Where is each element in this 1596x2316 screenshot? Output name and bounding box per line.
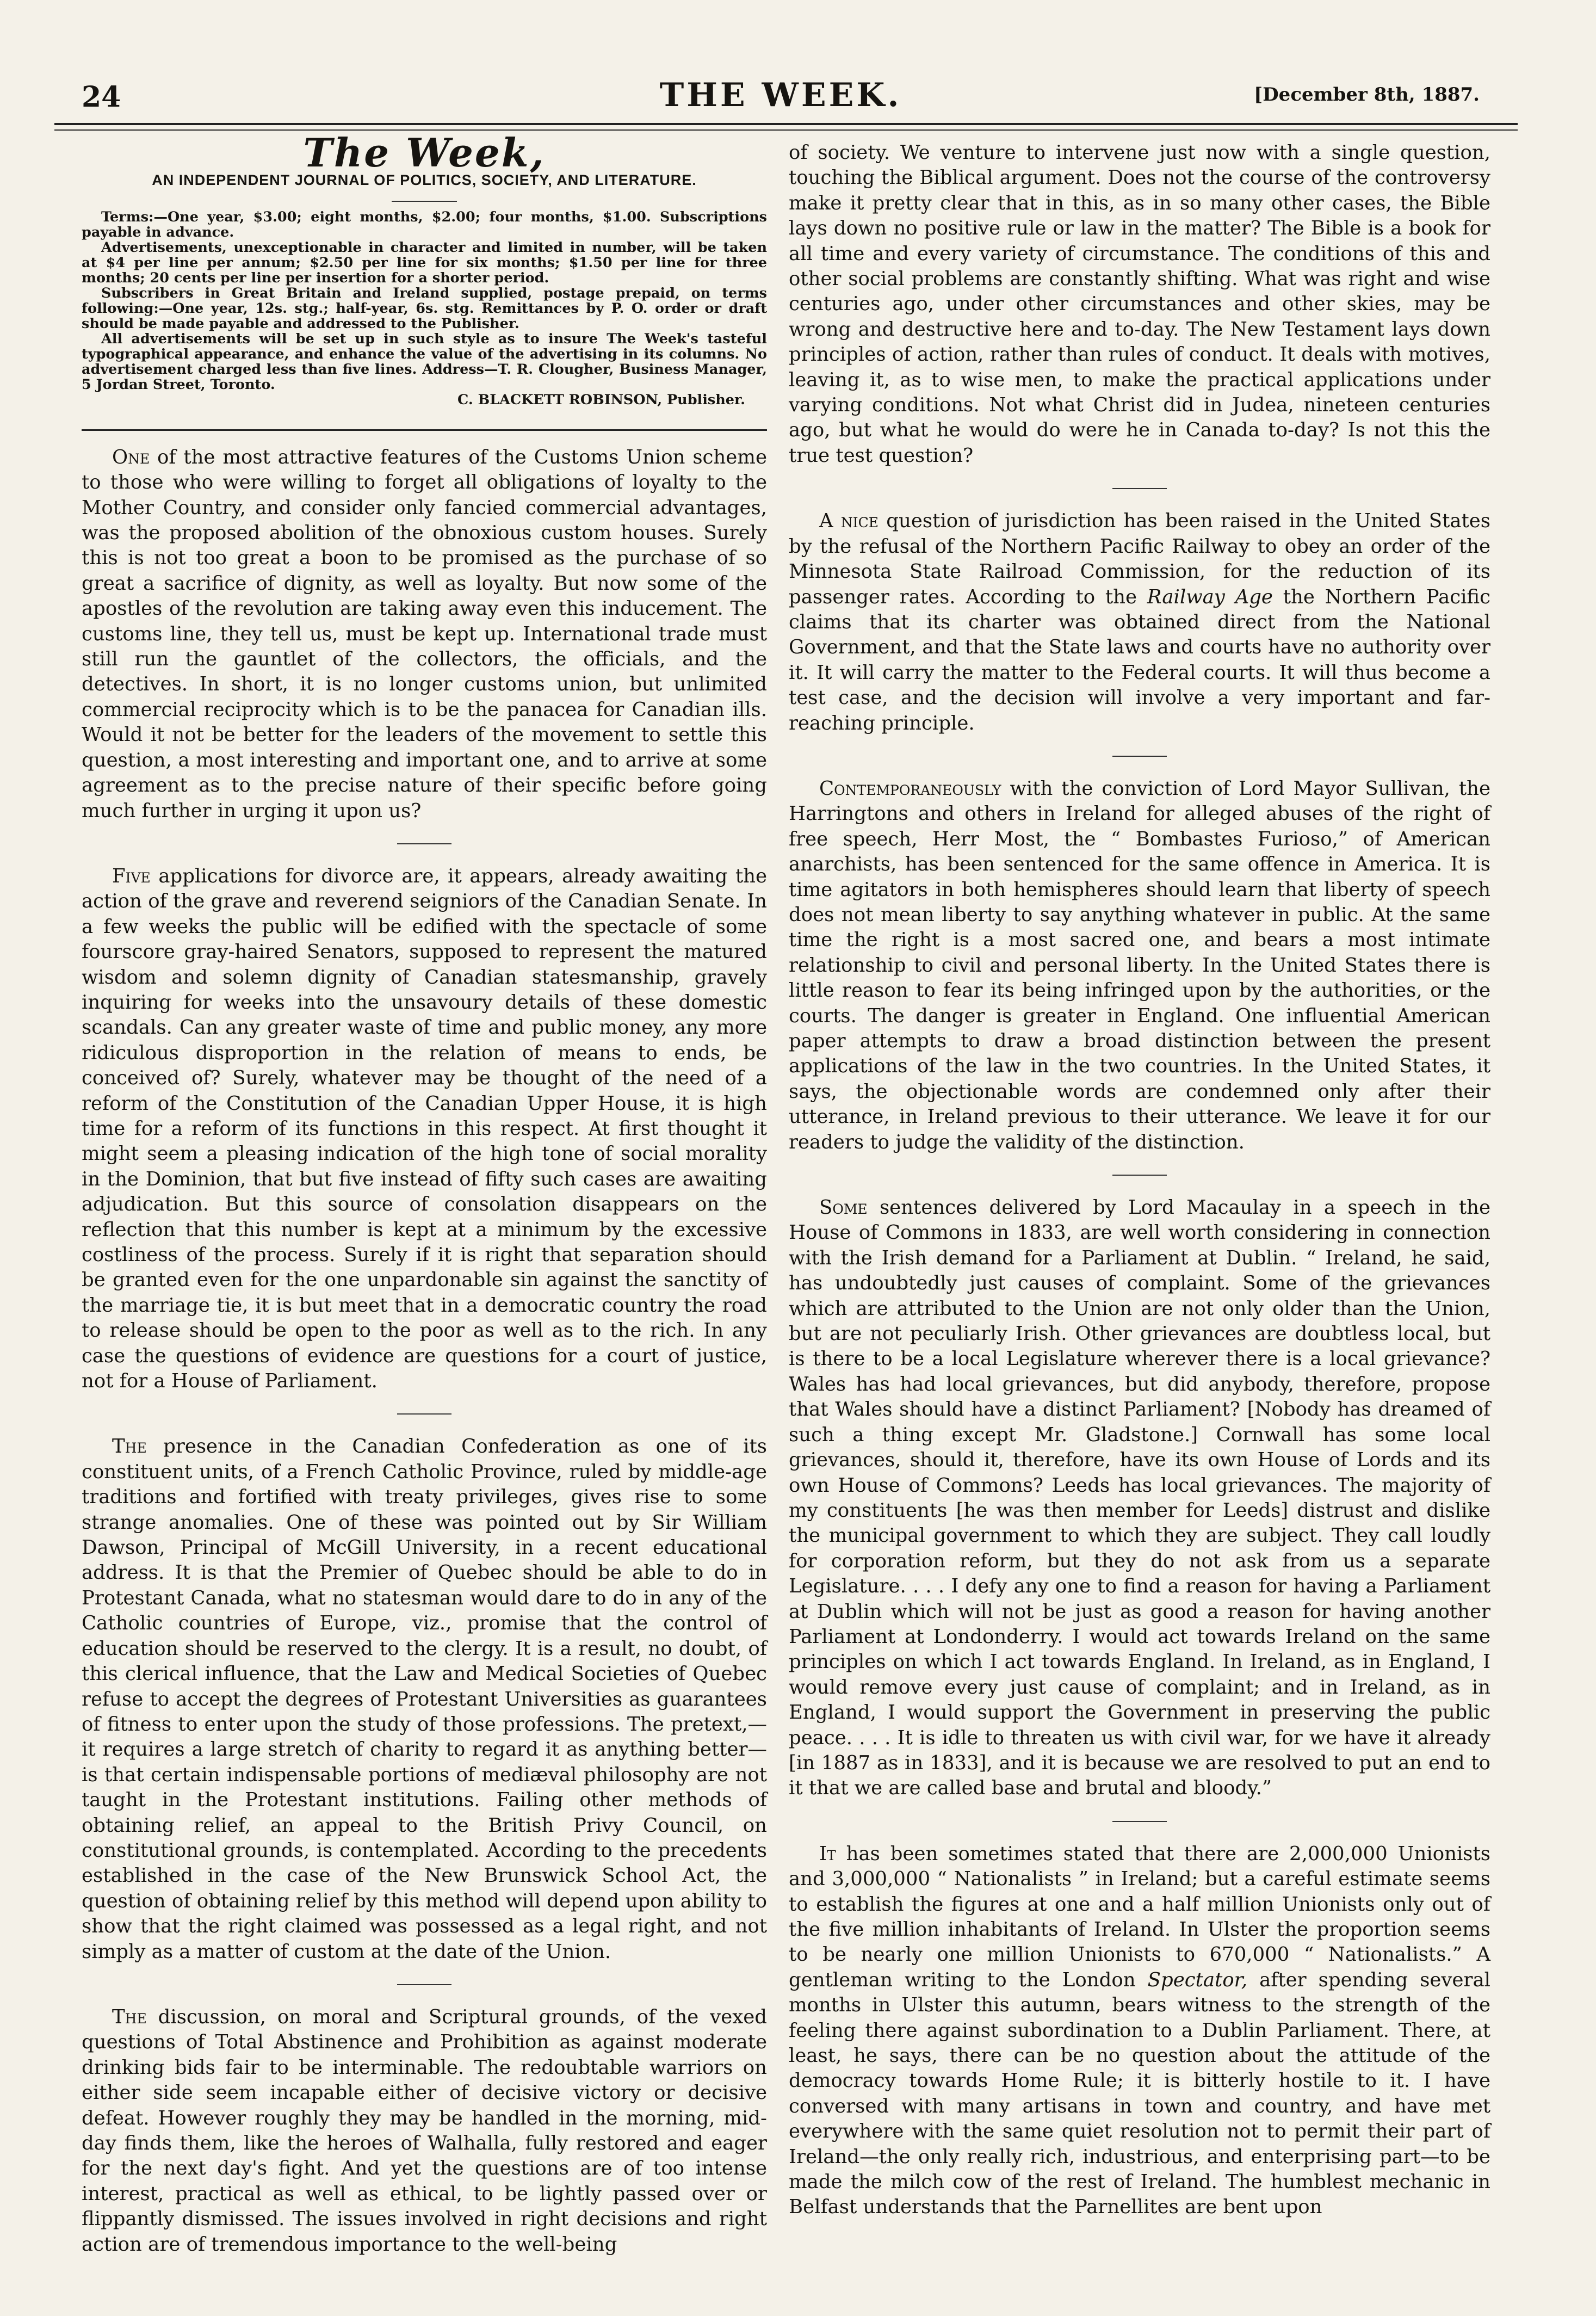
article-divorce: [82, 864, 767, 1394]
journal-title: THE WEEK.: [659, 76, 902, 114]
article-unionists: [789, 1842, 1490, 2220]
article-lead: A nice: [819, 510, 879, 533]
masthead-bottom-rule: [82, 429, 767, 431]
article-text: with the conviction of Lord Mayor Sullivan, the Harringtons and others in Ireland for alleged abuses of the right of free speech, Herr Most, the “ Bombastes Furioso,” of American anarchists, has been sentenced for the same offence in America. It is time agitators in both hemispheres should learn that liberty of speech does not mean liberty to say anything whatever in public. At the same time the right is a most sacred one, and bears a most intimate relationship to civil and personal liberty. In the United States there is little reason to fear its being infringed upon by the authorities, or the courts. The danger is greater in England. One influential American paper attempts to draw a broad distinction between the present applications of the law in the two countries. In the United States, it says, the objectionable words are condemned only after their utterance, in Ireland previous to their utterance. We leave it for our readers to judge the validity of the distinction.: [789, 777, 1490, 1153]
header-rule-thin: [54, 129, 1518, 131]
masthead-divider: [392, 201, 457, 202]
article-text: after spending several months in Ulster this autumn, bears witness to the strength of the feeling there against subordination to a Dublin Parliament. There, at least, he says, there can be no question about the attitude of the democracy towards Home Rule; it is bitterly hostile to it. I have conversed with many artisans in town and country, and have met everywhere with the same quiet resolution not to permit their part of Ireland—the only really rich, industrious, and enterprising part—to be made the milch cow of the rest of Ireland. The humblest mechanic in Belfast understands that the Parnellites are bent upon: [789, 1968, 1490, 2219]
masthead-title: The Week,: [303, 129, 546, 176]
article-text: applications for divorce are, it appears, already awaiting the action of the grave and reverend seigniors of the Canadian Senate. In a few weeks the public will be edified with the spectacle of some fourscore gray-haired Senators, supposed to represent the matured wisdom and solemn dignity of Canadian statesmanship, gravely inquiring for weeks into the unsavoury details of these domestic scandals. Can any greater waste of time and public money, any more ridiculous disproportion in the relation of means to ends, be conceived of? Surely, whatever may be thought of the need of a reform of the Constitution of the Canadian Upper House, it is high time for a reform of its functions in this respect. At first thought it might seem a pleasing indication of the high tone of social morality in the Dominion, that but five instead of fifty such cases are awaiting adjudication. But this source of consolation disappears on the reflection that this number is kept at a minimum by the excessive costliness of the process. Surely if it is right that separation should be granted even for the one unpardonable sin against the sanctity of the marriage tie, it is but meet that in a democratic country the road to release should be open to the poor as well as to the rich. In any case the questions of evidence are questions for a court of justice, not for a House of Parliament.: [82, 864, 767, 1393]
article-free-speech: [789, 776, 1490, 1155]
running-header: [82, 76, 1480, 120]
article-separator: [1112, 1821, 1167, 1822]
terms-text: Terms:—One year, $3.00; eight months, $2.00; four months, $1.00. Subscriptions payable in advance.: [82, 208, 767, 240]
article-separator: [397, 843, 451, 844]
article-text: sentences delivered by Lord Macaulay in a speech in the House of Commons in 1833, are well worth considering in connection with the Irish demand for a Parliament at Dublin. “ Ireland, he said, has undoubtedly just causes of complaint. Some of the grievances which are attributed to the Union are not only older than the Union, but are not peculiarly Irish. Other grievances are doubtless local, but is there to be a local Legislature wherever there is a local grievance? Wales has had local grievances, but did anybody, therefore, propose that Wales should have a distinct Parliament? [Nobody has dreamed of such a thing except Mr. Gladstone.] Cornwall has some local grievances, should it, therefore, have its own House of Lords and its own House of Commons? Leeds has local grievances. The majority of my constituents [he was then member for Leeds] distrust and dislike the municipal government to which they are subject. They call loudly for corporation reform, but they do not ask from us a separate Legislature. . . . I defy any one to find a reason for having a Parliament at Dublin which will not be just as good a reason for having another Parliament at Londonderry. I would act towards Ireland on the same principles on which I act towards England. In Ireland, as in England, I would remove every just cause of complaint; and in Ireland, as in England, I would support the Government in preserving the public peace. . . . It is idle to threaten us with civil war, for we have it already [in 1887 as in 1833], and it is because we are resolved to put an end to it that we are called base and brutal and bloody.”: [789, 1196, 1490, 1800]
article-lead: The: [112, 2005, 147, 2028]
article-lead: One: [112, 446, 150, 468]
article-jurisdiction: [789, 509, 1490, 736]
article-text: the Northern Pacific claims that its charter was obtained direct from the National Government, and that the State laws and courts have no authority over it. It will carry the matter to the Federal courts. It will thus become a test case, and the decision will involve a very important and far-reaching principle.: [789, 585, 1490, 734]
article-temperance: [82, 2005, 767, 2257]
left-column: [82, 129, 767, 2257]
article-separator: [1112, 1175, 1167, 1176]
article-separator: [397, 1984, 451, 1985]
page-number: 24: [82, 81, 121, 114]
article-quebec: [82, 1434, 767, 1965]
article-lead: Contemporaneously: [819, 777, 1001, 800]
article-separator: [1112, 756, 1167, 757]
address-text: All advertisements will be set up in such style as to insure The Week's tasteful typographical appearance, and enhance the value of the advertising in its columns. No advertisement charged less than five lines. Address—T. R. Clougher, Business Manager, 5 Jordan Street, Toronto.: [82, 330, 767, 393]
article-lead: Some: [819, 1196, 868, 1219]
article-lead: The: [112, 1435, 147, 1458]
article-text: question of jurisdiction has been raised in the United States by the refusal of the Northern Pacific Railway to obey an order of the Minnesota State Railroad Commission, for the reduction of its passenger rates. According to the: [789, 510, 1491, 608]
right-column: [789, 140, 1490, 2220]
issue-date: [December 8th, 1887.: [1254, 84, 1480, 106]
publication-name: Railway Age: [1147, 585, 1273, 608]
article-text: of the most attractive features of the Customs Union scheme to those who were willing to forget all obligations of loyalty to the Mother Country, and consider only fancied commercial advantages, was the proposed abolition of the obnoxious custom houses. Surely this is not too great a boon to be promised as the purchase of so great a sacrifice of dignity, as well as loyalty. But now some of the apostles of the revolution are taking away even this inducement. The customs line, they tell us, must be kept up. International trade must still run the gauntlet of the collectors, the officials, and the detectives. In short, it is no longer customs union, but unlimited commercial reciprocity which is to be the panacea for Canadian ills. Would it not be better for the leaders of the movement to settle this question, a most interesting and important one, and to arrive at some agreement as to the precise nature of their specific before going much further in urging it upon us?: [82, 446, 767, 822]
article-customs-union: [82, 445, 767, 824]
subscription-terms: [82, 209, 767, 407]
subscribers-text: Subscribers in Great Britain and Ireland supplied, postage prepaid, on terms following:—One year, 12s. stg.; half-year, 6s. stg. Remittances by P. O. order or draft should be made payable and addressed to the Publisher.: [82, 285, 767, 332]
advertisements-text: Advertisements, unexceptionable in character and limited in number, will be taken at $4 per line per annum; $2.50 per line for six months; $1.50 per line for three months; 20 cents per line per insertion for a shorter period.: [82, 239, 767, 286]
article-text: of society. We venture to intervene just now with a single question, touching the Biblical argument. Does not the course of the controversy make it pretty clear that in this, as in so many other cases, the Bible lays down no positive rule or law in the matter? The Bible is a book for all time and every variety of circumstance. The conditions of this and other social problems are constantly shifting. What was right and wise centuries ago, under other circumstances and other skies, may be wrong and destructive here and to-day. The New Testament lays down principles of action, rather than rules of conduct. It deals with motives, leaving it, as to wise men, to make the practical applications under varying conditions. Not what Christ did in Judea, nineteen centuries ago, but what he would do were he in Canada to-day? Is not this the true test question?: [789, 141, 1490, 467]
article-text: presence in the Canadian Confederation as one of its constituent units, of a French Catholic Province, ruled by middle-age traditions and fortified with treaty privileges, gives rise to some strange anomalies. One of these was pointed out by Sir William Dawson, Principal of McGill University, in a recent educational address. It is that the Premier of Quebec should be able to do in Protestant Canada, what no statesman would dare to do in any of the Catholic countries of Europe, viz., promise that the control of education should be reserved to the clergy. It is a result, no doubt, of this clerical influence, that the Law and Medical Societies of Quebec refuse to accept the degrees of Protestant Universities as guarantees of fitness to enter upon the study of those professions. The pretext,—it requires a large stretch of charity to regard it as anything better—is that certain indispensable portions of mediæval philosophy are not taught in the Protestant institutions. Failing other methods of obtaining relief, an appeal to the British Privy Council, on constitutional grounds, is contemplated. According to the precedents established in the case of the New Brunswick School Act, the question of obtaining relief by this method will depend upon ability to show that the right claimed was possessed as a legal right, and not simply as a matter of custom at the date of the Union.: [82, 1435, 767, 1963]
article-lead: It: [819, 1842, 836, 1865]
masthead-subtitle: AN INDEPENDENT JOURNAL OF POLITICS, SOCIETY, AND LITERATURE.: [152, 172, 697, 189]
article-text: discussion, on moral and Scriptural grounds, of the vexed questions of Total Abstinence and Prohibition as against moderate drinking bids fair to be interminable. The redoubtable warriors on either side seem incapable either of decisive victory or decisive defeat. However roughly they may be handled in the morning, mid-day finds them, like the heroes of Walhalla, fully restored and eager for the next day's fight. And yet the questions are of too intense interest, practical as well as ethical, to be lightly passed over or flippantly dismissed. The issues involved in right decisions and right action are of tremendous importance to the well-being: [82, 2005, 767, 2256]
publisher-line: C. BLACKETT ROBINSON, Publisher.: [457, 391, 745, 408]
article-temperance-continued: [789, 140, 1490, 468]
article-lead: Five: [112, 864, 151, 887]
header-rule: [54, 123, 1518, 125]
masthead: [82, 129, 767, 202]
article-text: has been sometimes stated that there are 2,000,000 Unionists and 3,000,000 “ Nationalists ” in Ireland; but a careful estimate seems to establish the figures at one and a half million Unionists only out of the five million inhabitants of Ireland. In Ulster the proportion seems to be nearly one million Unionists to 670,000 “ Nationalists.” A gentleman writing to the London: [789, 1842, 1490, 1991]
article-separator: [397, 1413, 451, 1415]
publication-name: Spectator,: [1147, 1968, 1248, 1991]
article-separator: [1112, 488, 1167, 489]
article-macaulay: [789, 1195, 1490, 1801]
